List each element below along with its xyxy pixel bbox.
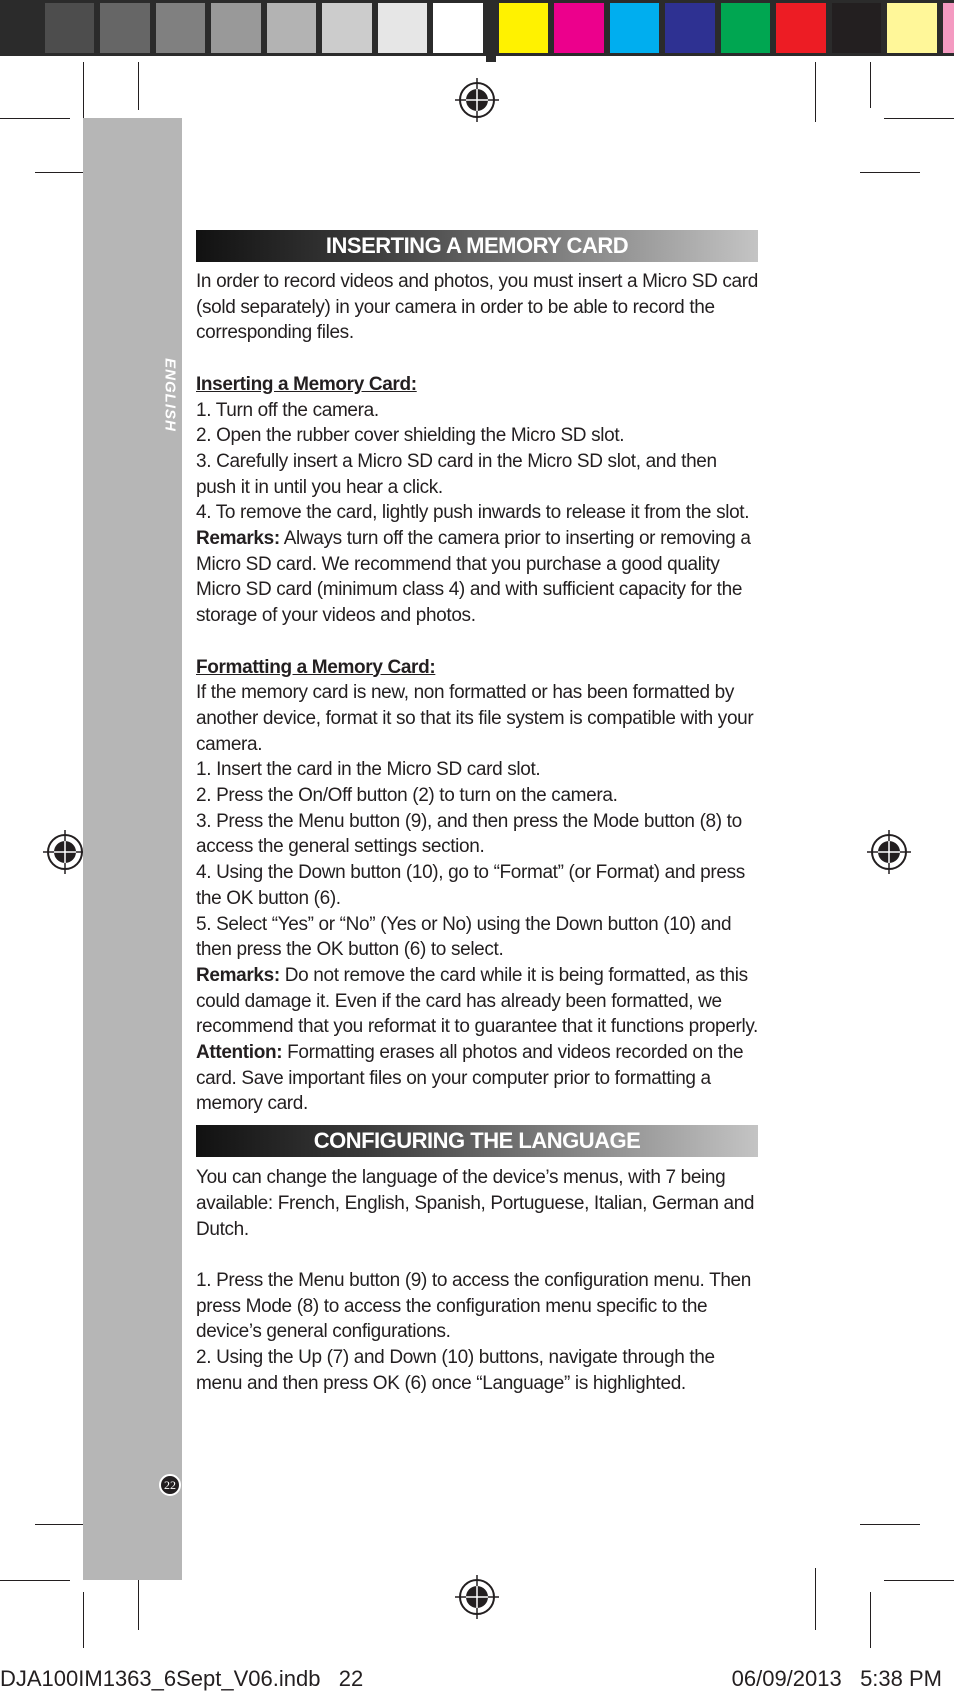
- calibration-swatch: [884, 0, 940, 56]
- calibration-swatch: [829, 0, 885, 56]
- calibration-swatch: [940, 0, 954, 56]
- insert-step: 2. Open the rubber cover shielding the Micro SD slot.: [196, 425, 625, 447]
- attention-label: Attention:: [196, 1042, 283, 1064]
- subheading-formatting: Formatting a Memory Card:: [196, 656, 436, 678]
- format-step: 3. Press the Menu button (9), and then press the Mode button (8) to access the general settings section.: [196, 810, 742, 858]
- crop-mark: [0, 1580, 70, 1581]
- crop-mark: [884, 1580, 954, 1581]
- calibration-swatch: [773, 0, 829, 56]
- crop-mark: [0, 118, 70, 119]
- language-step: 1. Press the Menu button (9) to access the configuration menu. Then press Mode (8) to access the configuration menu specific to the device’s general configurations.: [196, 1269, 751, 1343]
- registration-target-icon: [867, 830, 911, 874]
- insert-step: 3. Carefully insert a Micro SD card in the Micro SD slot, and then push it in until you hear a click.: [196, 450, 717, 498]
- insert-step: 4. To remove the card, lightly push inwards to release it from the slot.: [196, 502, 750, 524]
- side-strip: [83, 118, 182, 1580]
- manual-content: [196, 230, 758, 1396]
- language-step: 2. Using the Up (7) and Down (10) buttons, navigate through the menu and then press OK (6) once “Language” is highlighted.: [196, 1347, 715, 1394]
- language-label: ENGLISH: [161, 358, 179, 432]
- calibration-swatch: [496, 0, 552, 56]
- remarks-label: Remarks:: [196, 964, 280, 986]
- memory-card-intro: In order to record videos and photos, you must insert a Micro SD card (sold separately) in your camera in order to be able to record the corresponding files.: [196, 271, 758, 344]
- registration-target-icon: [455, 78, 499, 122]
- attention-note: [196, 1040, 758, 1117]
- language-intro: You can change the language of the device’s menus, with 7 being available: French, English, Spanish, Portuguese, Italian, German and Dutch.: [196, 1167, 755, 1240]
- calibration-swatch: [153, 0, 209, 56]
- calibration-swatch: [264, 0, 320, 56]
- page-number: 22: [159, 1474, 181, 1496]
- crop-mark: [860, 172, 920, 173]
- remarks-label: Remarks:: [196, 528, 280, 550]
- crop-mark: [815, 1568, 816, 1630]
- crop-mark: [870, 1592, 871, 1648]
- format-step: 1. Insert the card in the Micro SD card slot.: [196, 759, 541, 781]
- insert-remarks: [196, 526, 758, 629]
- section-title-memory-card: INSERTING A MEMORY CARD: [196, 230, 758, 262]
- calibration-swatch: [319, 0, 375, 56]
- calibration-swatch: [662, 0, 718, 56]
- calibration-swatch: [607, 0, 663, 56]
- calibration-swatch: [375, 0, 431, 56]
- format-step: 2. Press the On/Off button (2) to turn on the camera.: [196, 785, 618, 807]
- footer-file-name: DJA100IM1363_6Sept_V06.indb 22: [0, 1666, 364, 1691]
- remarks-text: Always turn off the camera prior to inserting or removing a Micro SD card. We recommend that you purchase a good quality Micro SD card (minimum class 4) and with sufficient capacity for the storage of your videos and photos.: [196, 528, 751, 627]
- calibration-gap: [486, 0, 496, 62]
- calibration-swatch: [551, 0, 607, 56]
- crop-mark: [83, 1592, 84, 1648]
- remarks-text: Do not remove the card while it is being formatted, as this could damage it. Even if the card has already been formatted, we recommend that you reformat it to guarantee that it functions properly.: [196, 964, 758, 1038]
- crop-mark: [860, 1524, 920, 1525]
- section-title-language: CONFIGURING THE LANGUAGE: [196, 1125, 758, 1157]
- format-remarks: [196, 963, 758, 1040]
- registration-target-icon: [455, 1575, 499, 1619]
- calibration-swatch: [42, 0, 98, 56]
- insert-step: 1. Turn off the camera.: [196, 399, 379, 421]
- crop-mark: [83, 62, 84, 118]
- format-step: 4. Using the Down button (10), go to “Format” (or Format) and press the OK button (6).: [196, 862, 745, 909]
- crop-mark: [815, 62, 816, 122]
- registration-target-icon: [43, 830, 87, 874]
- crop-mark: [870, 62, 871, 108]
- subheading-inserting: Inserting a Memory Card:: [196, 373, 417, 395]
- calibration-swatch: [0, 0, 42, 56]
- color-calibration-bar: [0, 0, 954, 62]
- format-step: 5. Select “Yes” or “No” (Yes or No) using the Down button (10) and then press the OK button (6) to select.: [196, 913, 732, 961]
- attention-text: Formatting erases all photos and videos recorded on the card. Save important files on your computer prior to formatting a memory card.: [196, 1042, 744, 1115]
- calibration-swatch: [97, 0, 153, 56]
- crop-mark: [884, 118, 954, 119]
- footer-date-time: 06/09/2013 5:38 PM: [731, 1666, 942, 1691]
- calibration-swatch: [430, 0, 486, 56]
- format-intro: If the memory card is new, non formatted or has been formatted by another device, format it so that its file system is compatible with your camera.: [196, 682, 754, 755]
- calibration-swatch: [208, 0, 264, 56]
- crop-mark: [138, 62, 139, 110]
- calibration-swatch: [718, 0, 774, 56]
